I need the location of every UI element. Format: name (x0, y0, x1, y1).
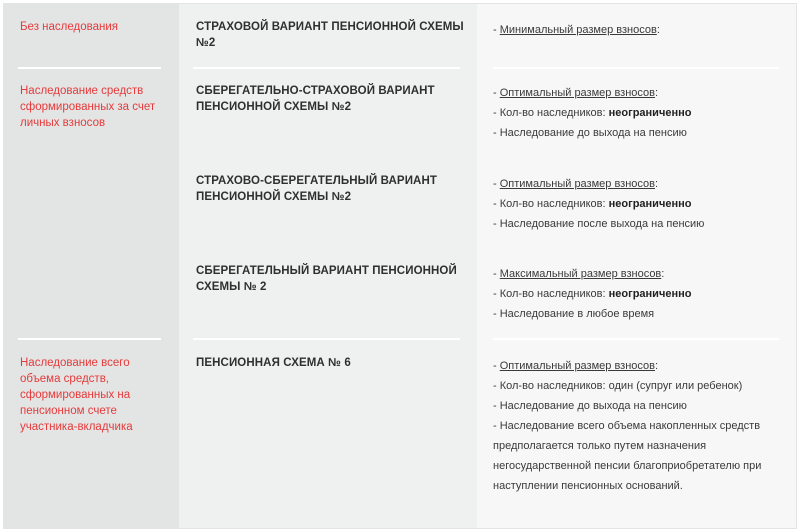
category-column (4, 4, 179, 528)
plan-details (493, 356, 783, 496)
plan-title: ПЕНСИОННАЯ СХЕМА № 6 (196, 357, 351, 369)
category-full-amount: Наследование всего объема средств, сформированных на пенсионном счете участника-вкладчика (20, 357, 133, 433)
row-divider (493, 67, 779, 69)
detail-heirs: - Кол-во наследников: один (супруг или ребенок) (493, 376, 783, 396)
row-divider (18, 338, 161, 340)
detail-note: - Наследование до выхода на пенсию (493, 123, 783, 143)
plan-title: СБЕРЕГАТЕЛЬНЫЙ ВАРИАНТ ПЕНСИОННОЙ СХЕМЫ № 2 (196, 265, 457, 293)
detail-heirs: - Кол-во наследников: неограниченно (493, 103, 783, 123)
pension-schemes-table (3, 3, 797, 529)
detail-contribution: - Минимальный размер взносов: (493, 20, 783, 40)
row-divider (193, 67, 460, 69)
detail-heirs: - Кол-во наследников: неограниченно (493, 284, 783, 304)
detail-contribution: - Оптимальный размер взносов: (493, 83, 783, 103)
row-divider (193, 338, 460, 340)
detail-note: - Наследование после выхода на пенсию (493, 214, 783, 234)
plan-details (493, 20, 783, 40)
category-no-inheritance: Без наследования (20, 21, 118, 33)
category-personal-contributions: Наследование средств сформированных за счет личных взносов (20, 85, 156, 129)
detail-note: - Наследование в любое время (493, 304, 783, 324)
detail-note-extended: - Наследование всего объема накопленных средств предполагается только путем назначения негосударственной пенсии благоприобретателю при наступлении пенсионных оснований. (493, 416, 783, 496)
detail-contribution: - Оптимальный размер взносов: (493, 174, 783, 194)
plan-details (493, 83, 783, 143)
detail-contribution: - Максимальный размер взносов: (493, 264, 783, 284)
plan-title: СТРАХОВО-СБЕРЕГАТЕЛЬНЫЙ ВАРИАНТ ПЕНСИОННОЙ СХЕМЫ №2 (196, 175, 437, 203)
detail-heirs: - Кол-во наследников: неограниченно (493, 194, 783, 214)
detail-contribution: - Оптимальный размер взносов: (493, 356, 783, 376)
plan-details (493, 264, 783, 324)
row-divider (493, 338, 779, 340)
detail-note: - Наследование до выхода на пенсию (493, 396, 783, 416)
row-divider (18, 67, 161, 69)
plan-column (179, 4, 477, 528)
details-column (477, 4, 796, 528)
plan-title: СТРАХОВОЙ ВАРИАНТ ПЕНСИОННОЙ СХЕМЫ №2 (196, 21, 464, 49)
plan-title: СБЕРЕГАТЕЛЬНО-СТРАХОВОЙ ВАРИАНТ ПЕНСИОННОЙ СХЕМЫ №2 (196, 85, 435, 113)
plan-details (493, 174, 783, 234)
